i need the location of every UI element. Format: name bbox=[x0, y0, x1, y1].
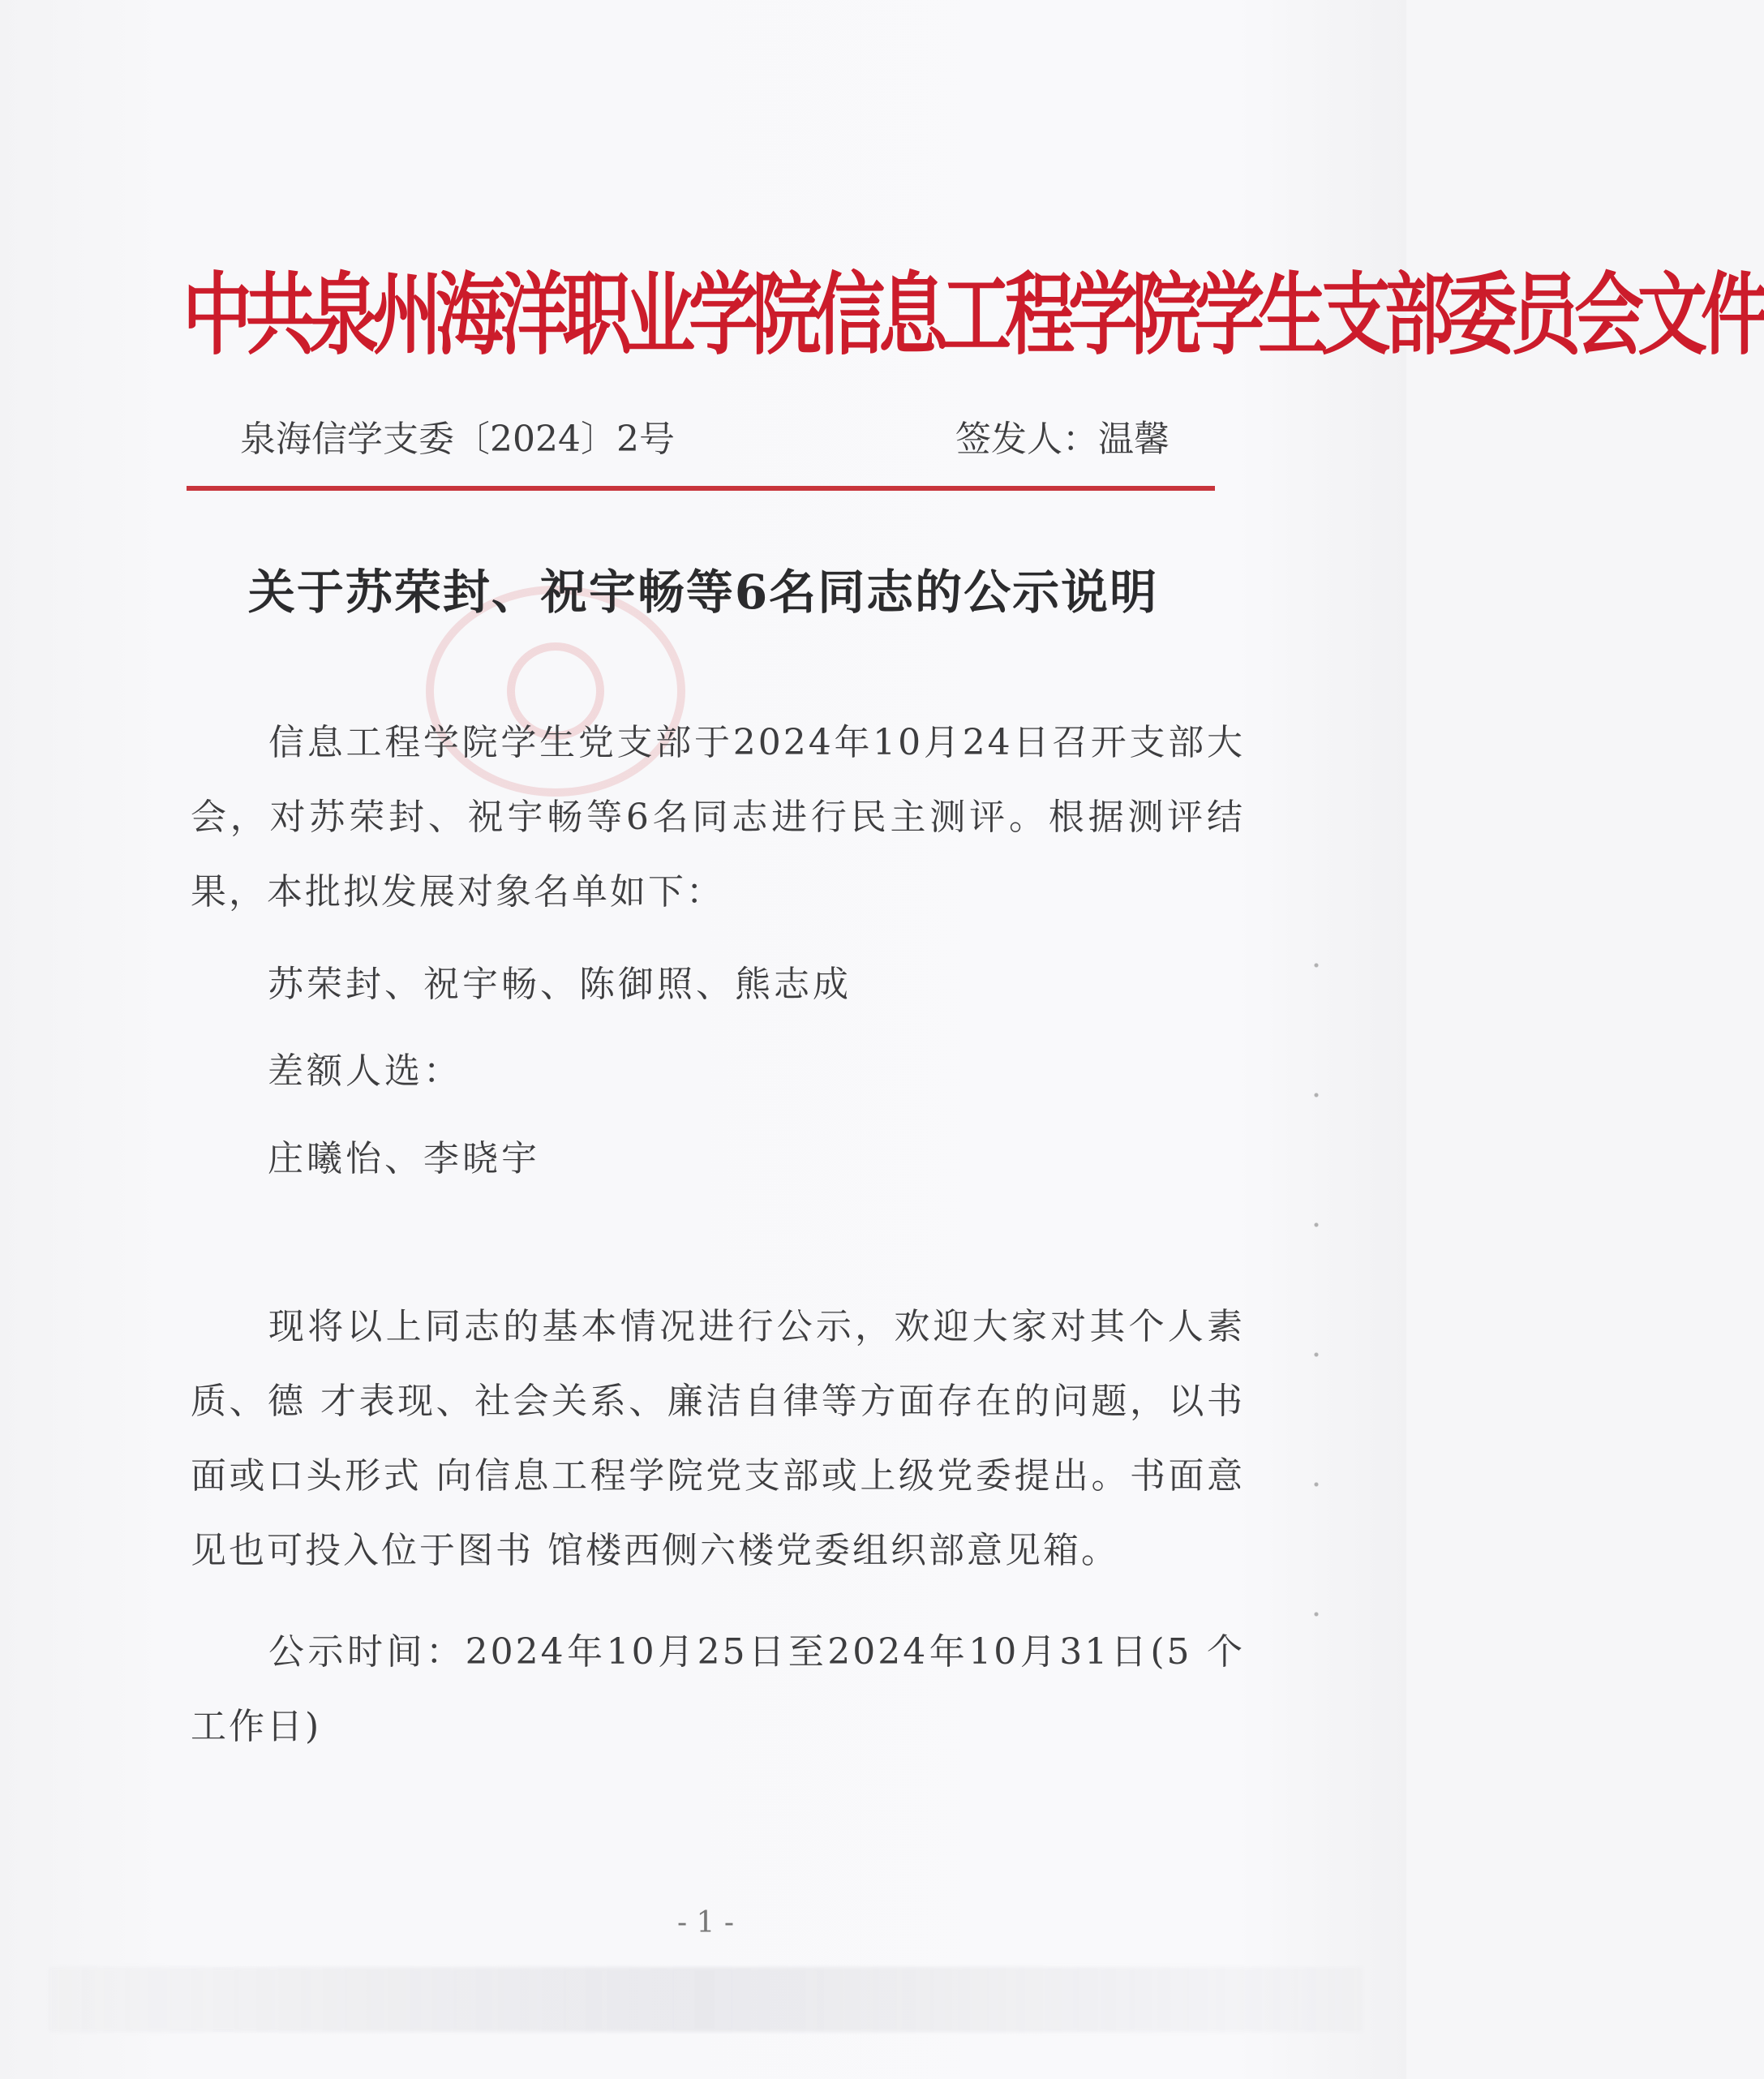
feedback-paragraph: 现将以上同志的基本情况进行公示，欢迎大家对其个人素质、德 才表现、社会关系、廉洁自律等方面存在的问题，以书面或口头形式 向信息工程学院党支部或上级党委提出。书面意见也可投入位于图书 馆楼西侧六楼党委组织部意见箱。 bbox=[191, 1306, 1245, 1571]
alternate-names: 庄曦怡、李晓宇 bbox=[268, 1138, 540, 1179]
intro-paragraph: 信息工程学院学生党支部于2024年10月24日召开支部大会，对苏荣封、祝宇畅等6名同志进行民主测评。根据测评结果，本批拟发展对象名单如下： bbox=[191, 722, 1245, 913]
approved-names: 苏荣封、祝宇畅、陈御照、熊志成 bbox=[268, 964, 852, 1005]
scan-margin-marks bbox=[1302, 884, 1350, 1695]
page-number: - 1 - bbox=[676, 1906, 735, 1939]
scan-bottom-bleedthrough bbox=[49, 1967, 1363, 2032]
issuer-label: 签发人：温馨 bbox=[955, 419, 1170, 460]
document-number: 泉海信学支委〔2024〕2号 bbox=[240, 419, 675, 460]
red-separator-line bbox=[187, 486, 1215, 491]
alternate-label: 差额人选： bbox=[268, 1050, 462, 1092]
publication-period: 公示时间：2024年10月25日至2024年10月31日(5 个工作日) bbox=[191, 1631, 1245, 1747]
notice-title: 关于苏荣封、祝宇畅等6名同志的公示说明 bbox=[247, 565, 1159, 620]
document-header-title: 中共泉州海洋职业学院信息工程学院学生支部委员会文件 bbox=[182, 263, 1764, 368]
